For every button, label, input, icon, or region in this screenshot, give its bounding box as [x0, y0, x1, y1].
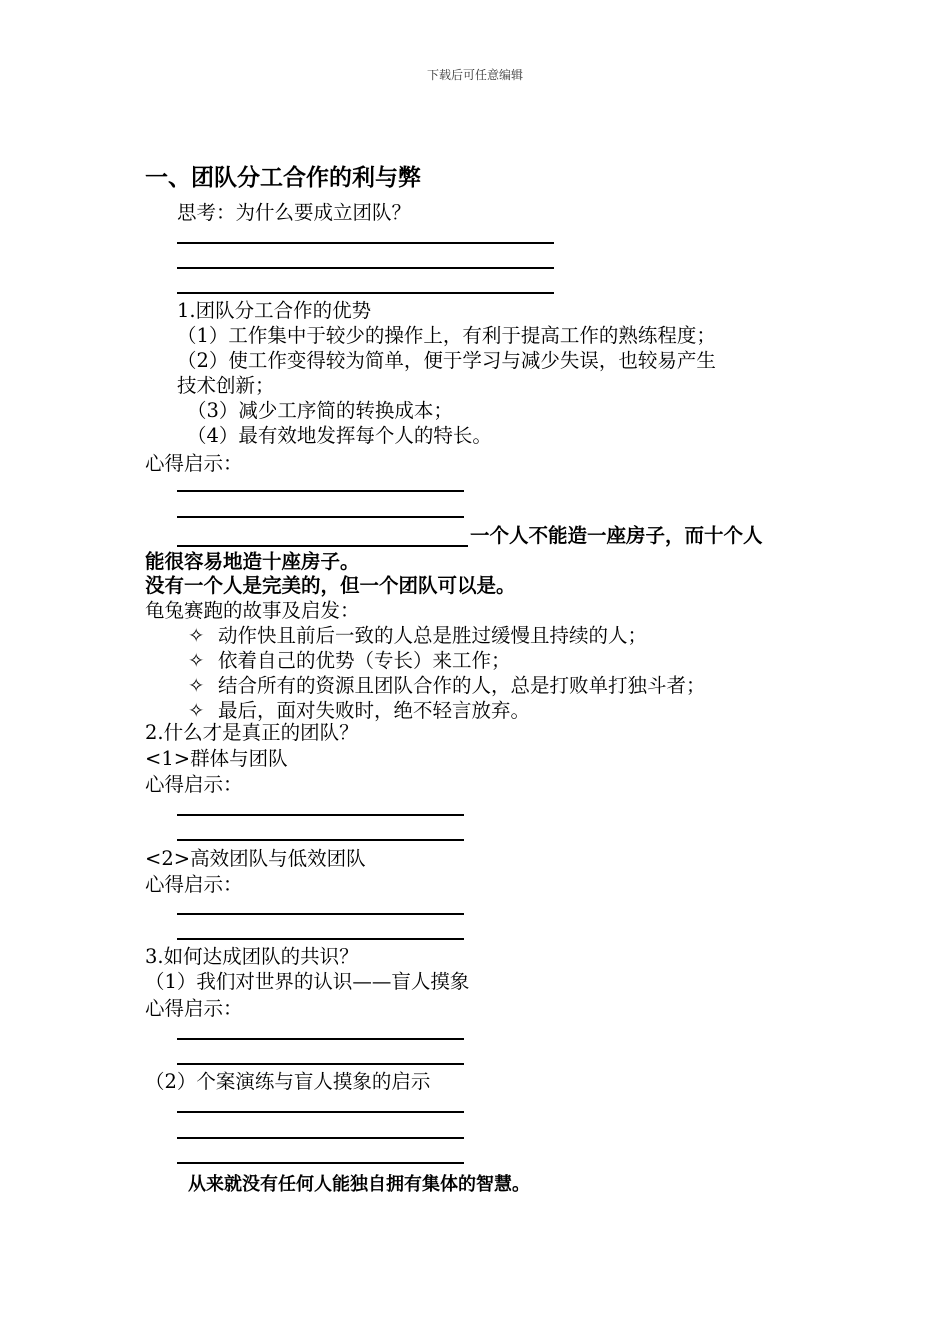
s1-item: （2）使工作变得较为简单，便于学习与减少失误，也较易产生 — [177, 349, 716, 372]
answer-line — [177, 1063, 464, 1065]
race-item: ✧ 结合所有的资源且团队合作的人，总是打败单打独斗者； — [188, 674, 706, 697]
page-header: 下载后可任意编辑 — [426, 68, 523, 82]
answer-line — [177, 1038, 464, 1040]
s3-sub1: （1）我们对世界的认识——盲人摸象 — [145, 970, 470, 993]
diamond-bullet-icon: ✧ — [188, 674, 205, 697]
diamond-bullet-icon: ✧ — [188, 649, 205, 672]
section-title: 一、团队分工合作的利与弊 — [145, 165, 421, 191]
answer-line — [177, 490, 464, 492]
race-item: ✧ 最后，面对失败时，绝不轻言放弃。 — [188, 699, 531, 722]
s2-sub1: <1>群体与团队 — [145, 747, 288, 770]
s1-heading: 1.团队分工合作的优势 — [177, 299, 372, 322]
quote-line-2: 没有一个人是完美的，但一个团队可以是。 — [145, 574, 516, 597]
answer-line — [177, 913, 464, 915]
answer-line — [177, 242, 554, 244]
race-heading: 龟兔赛跑的故事及启发： — [145, 599, 360, 622]
s3-sub2: （2）个案演练与盲人摸象的启示 — [145, 1070, 431, 1093]
insight-label: 心得启示： — [145, 873, 243, 896]
insight-label: 心得启示： — [145, 773, 243, 796]
answer-line — [177, 267, 554, 269]
closing-quote: 从来就没有任何人能独自拥有集体的智慧。 — [188, 1174, 530, 1195]
answer-line — [177, 1137, 464, 1139]
race-item: ✧ 依着自己的优势（专长）来工作； — [188, 649, 511, 672]
quote-line-1: 一个人不能造一座房子，而十个人 — [470, 524, 763, 547]
race-item: ✧ 动作快且前后一致的人总是胜过缓慢且持续的人； — [188, 624, 648, 647]
diamond-bullet-icon: ✧ — [188, 624, 205, 647]
s1-item: （4）最有效地发挥每个人的特长。 — [187, 424, 492, 447]
think-question: 思考：为什么要成立团队？ — [177, 201, 412, 224]
s3-heading: 3.如何达成团队的共识？ — [145, 945, 359, 968]
insight-label: 心得启示： — [145, 997, 243, 1020]
diamond-bullet-icon: ✧ — [188, 699, 205, 722]
s1-item: （1）工作集中于较少的操作上，有利于提高工作的熟练程度； — [177, 324, 716, 347]
quote-line-1-cont: 能很容易地造十座房子。 — [145, 550, 360, 573]
answer-line — [177, 545, 468, 547]
insight-label: 心得启示： — [145, 452, 243, 475]
s1-item: 技术创新； — [177, 374, 275, 397]
answer-line — [177, 938, 464, 940]
s2-sub2: <2>高效团队与低效团队 — [145, 847, 366, 870]
answer-line — [177, 1162, 464, 1164]
answer-line — [177, 516, 464, 518]
s1-item: （3）减少工序简的转换成本； — [187, 399, 453, 422]
answer-line — [177, 292, 554, 294]
s2-heading: 2.什么才是真正的团队？ — [145, 721, 359, 744]
answer-line — [177, 839, 464, 841]
answer-line — [177, 1111, 464, 1113]
answer-line — [177, 814, 464, 816]
